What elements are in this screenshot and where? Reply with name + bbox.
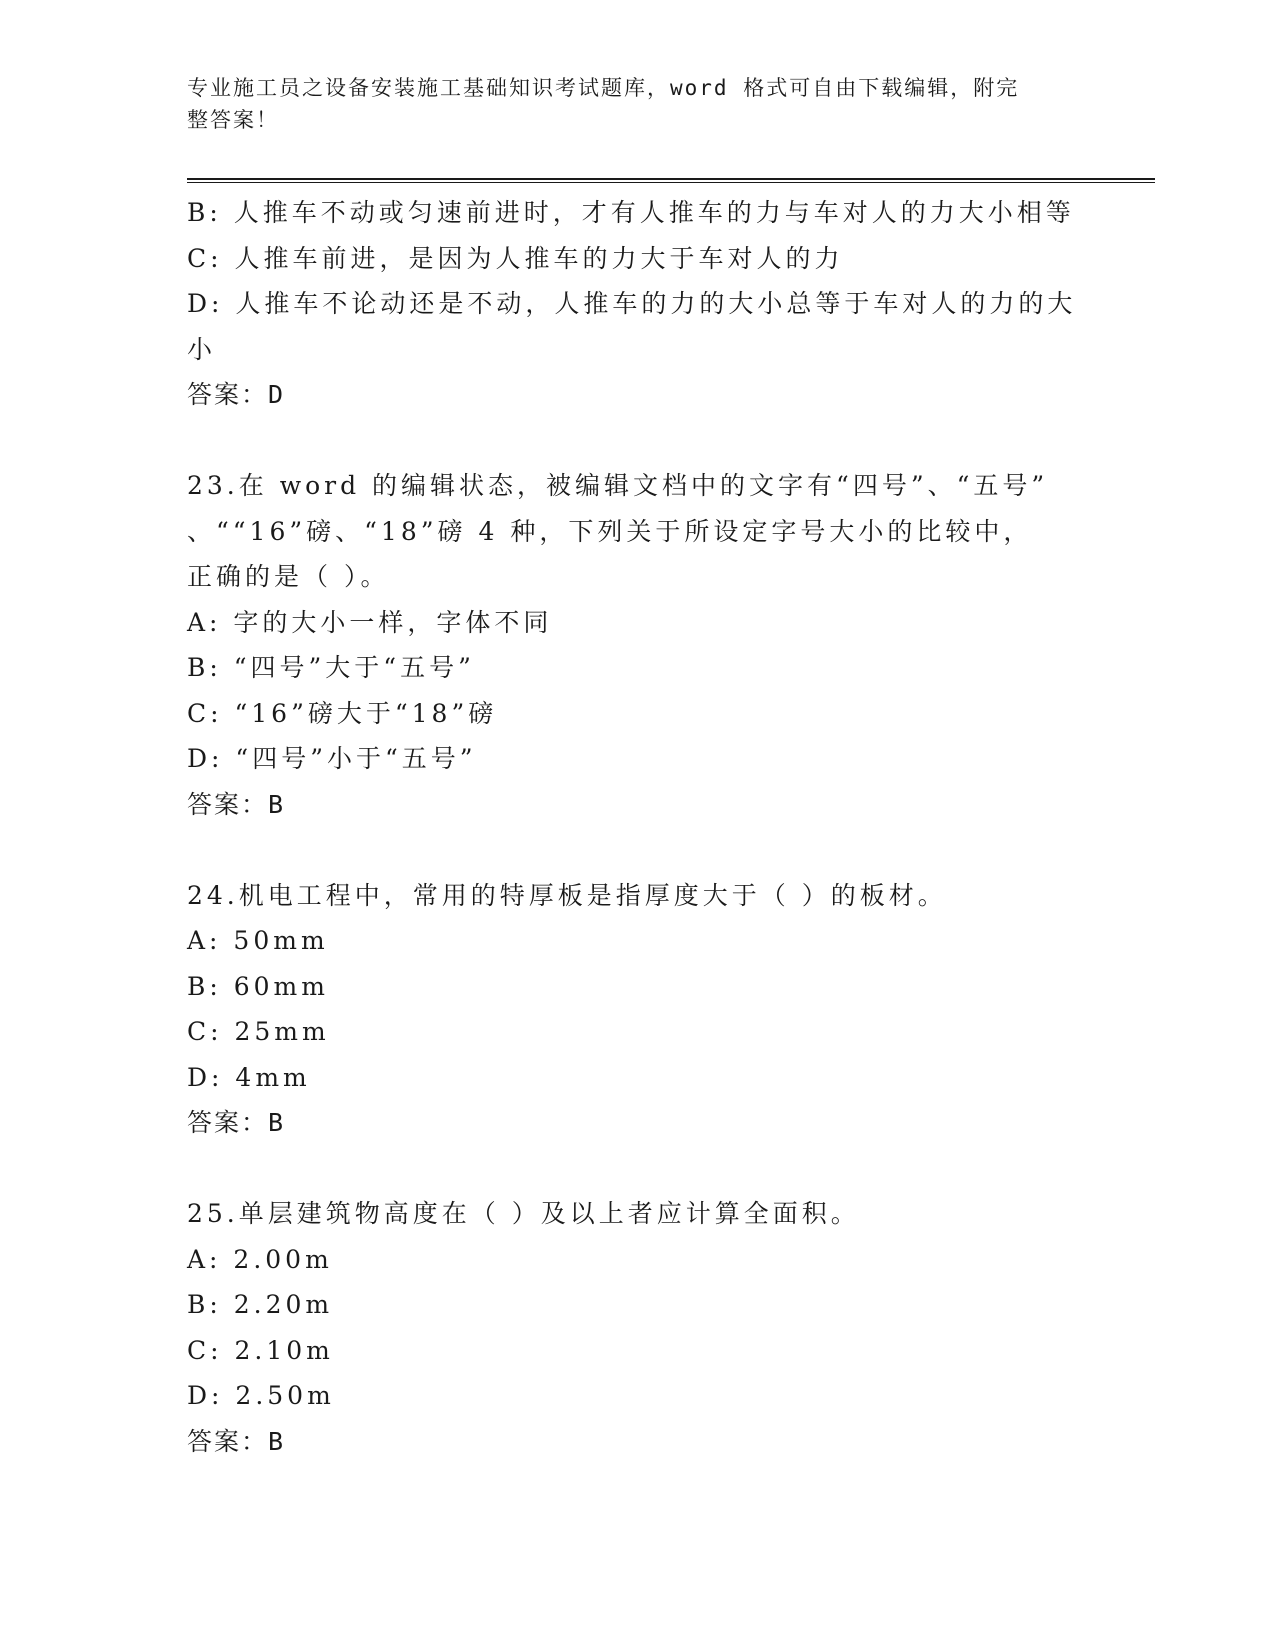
question-block-24 [187,873,1087,1146]
question-stem-line: 25.单层建筑物高度在（ ）及以上者应计算全面积。 [187,1199,860,1228]
option-b: B: “四号”大于“五号” [187,653,475,682]
option-c: C: 2.10m [187,1335,334,1365]
option-a: A: 50mm [187,926,329,955]
option-d: D: 2.50m [187,1381,335,1410]
question-stem-line: 、““16”磅、“18”磅 4 种，下列关于所设定字号大小的比较中， [187,516,1033,546]
question-block-23 [187,463,1087,827]
spacer [187,827,1087,873]
header-line-2: 整答案！ [187,108,279,132]
question-stem-line: 23.在 word 的编辑状态，被编辑文档中的文字有“四号”、“五号” [187,471,1049,500]
question-block-25 [187,1191,1087,1464]
option-d: D: 人推车不论动还是不动，人推车的力的大小总等于车对人的力的大 [187,289,1077,318]
option-a: A: 字的大小一样，字体不同 [187,607,553,637]
option-d-continued: 小 [187,334,217,364]
spacer [187,1146,1087,1192]
option-d: D: 4mm [187,1062,311,1092]
header-line-1: 专业施工员之设备安装施工基础知识考试题库，word 格式可自由下载编辑，附完 [187,76,1020,100]
answer-line: 答案：B [187,1108,286,1137]
option-c: C: “16”磅大于“18”磅 [187,698,498,728]
option-a: A: 2.00m [187,1244,333,1274]
spacer [187,418,1087,464]
answer-line: 答案：B [187,1426,286,1456]
answer-line: 答案：D [187,380,286,409]
question-stem-line: 正确的是（ ）。 [187,562,390,591]
header-divider [187,178,1155,183]
document-header [187,72,1067,136]
answer-line: 答案：B [187,789,286,819]
option-b: B: 人推车不动或匀速前进时，才有人推车的力与车对人的力大小相等 [187,198,1075,227]
option-c: C: 25mm [187,1017,330,1046]
question-stem-line: 24.机电工程中，常用的特厚板是指厚度大于（ ）的板材。 [187,880,947,910]
option-b: B: 60mm [187,971,329,1001]
option-d: D: “四号”小于“五号” [187,744,477,773]
option-c: C: 人推车前进，是因为人推车的力大于车对人的力 [187,243,844,273]
question-list [187,190,1087,1464]
option-b: B: 2.20m [187,1290,334,1319]
question-block-22 [187,190,1087,418]
